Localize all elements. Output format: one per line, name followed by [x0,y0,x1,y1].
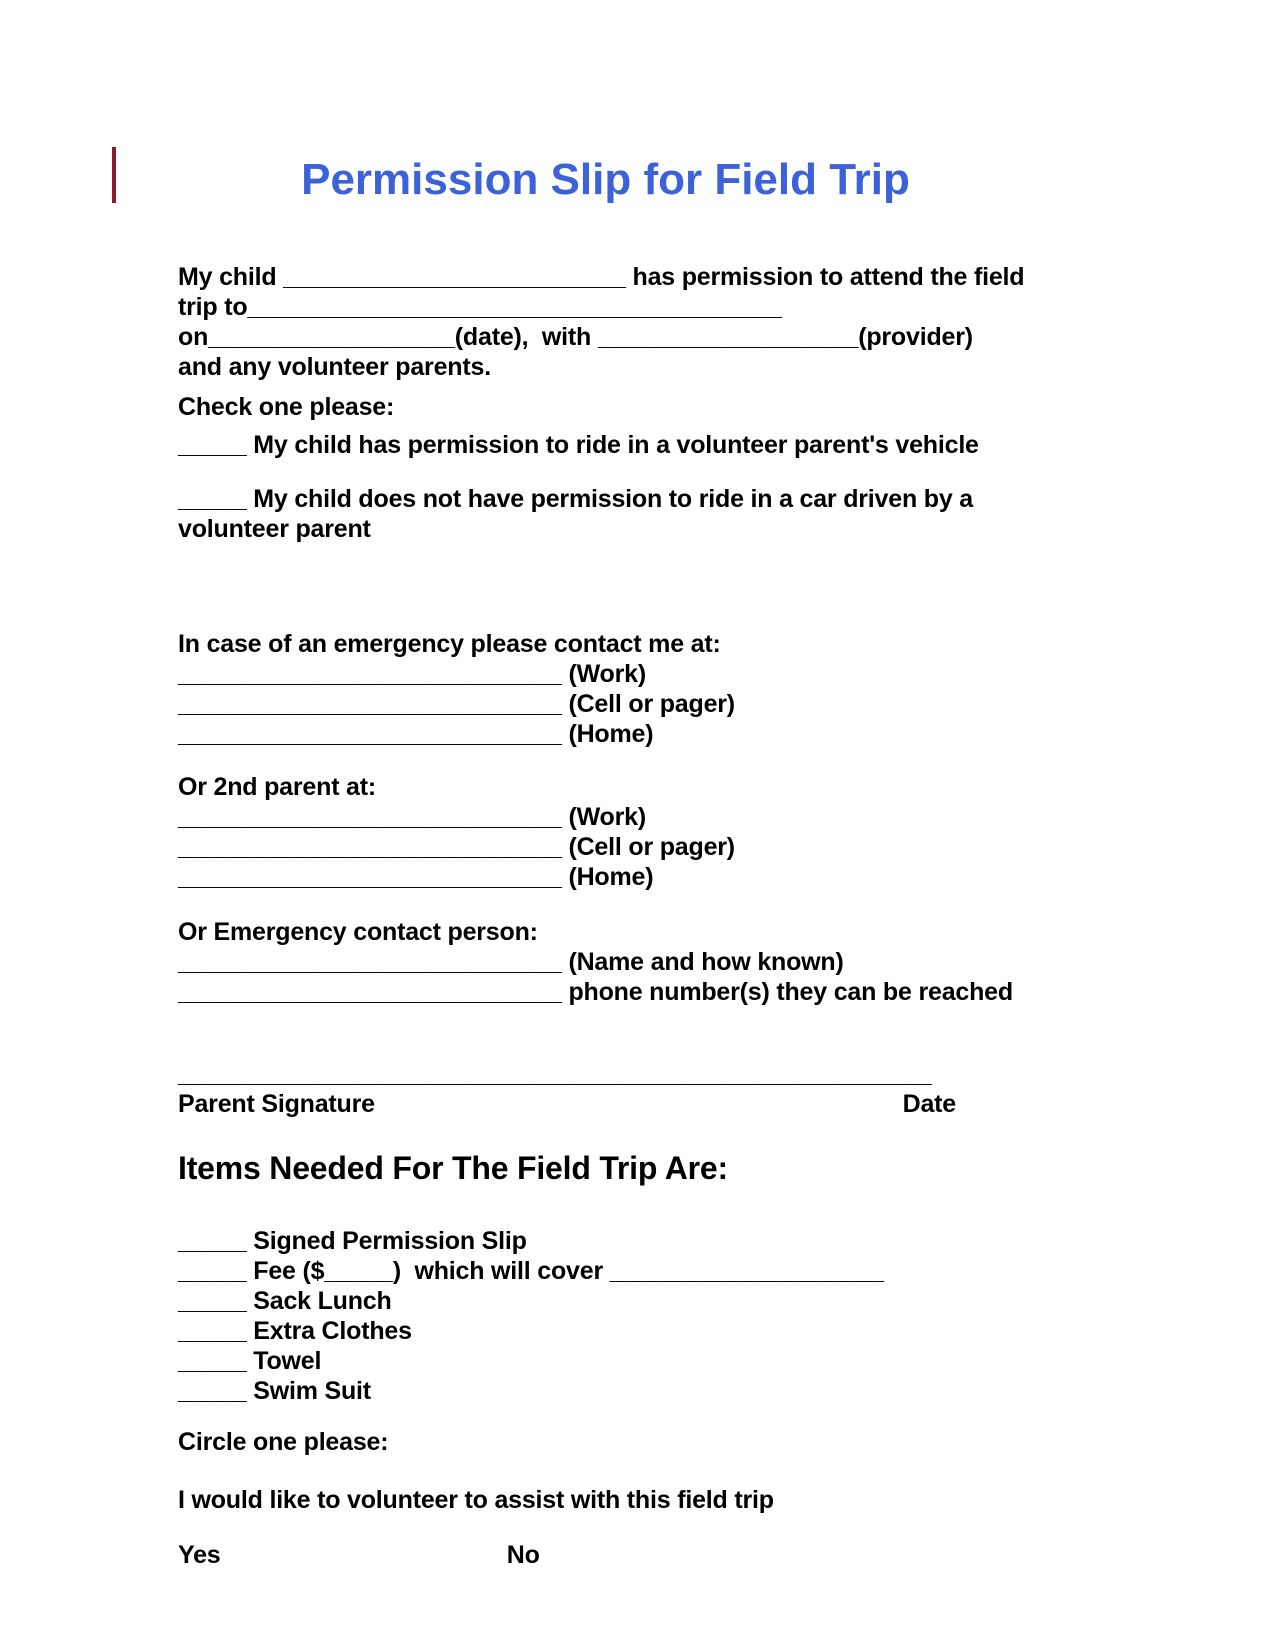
primary-contact-work-field: ____________________________ (Work) [178,660,646,688]
parent-signature-label: Parent Signature [178,1090,375,1118]
emergency-person-heading: Or Emergency contact person: [178,918,538,946]
page-title: Permission Slip for Field Trip [301,155,910,204]
emergency-person-section [178,917,1058,1007]
signature-rule: _______________________________________________________ [178,1060,932,1088]
second-parent-home-field: ____________________________ (Home) [178,863,654,891]
intro-line-date-provider: on__________________(date), with ___________________(provider) [178,323,973,351]
check-option-ride: _____ My child has permission to ride in a volunteer parent's vehicle [178,431,979,459]
yes-no-row [178,1540,1058,1570]
items-list [178,1226,1058,1406]
intro-line-volunteer-parents: and any volunteer parents. [178,353,491,381]
item-swim-suit: _____ Swim Suit [178,1377,371,1405]
item-extra-clothes: _____ Extra Clothes [178,1317,412,1345]
intro-line-trip-to: trip to_______________________________________ [178,293,782,321]
second-parent-cell-field: ____________________________ (Cell or pager) [178,833,735,861]
volunteer-statement: I would like to volunteer to assist with this field trip [178,1486,774,1514]
check-option-no-ride: _____ My child does not have permission to ride in a car driven by a volunteer parent [178,485,974,543]
no-option: No [506,1541,540,1569]
item-fee: _____ Fee ($_____) which will cover ____________________ [178,1257,884,1285]
intro-line-child-name: My child _________________________ has permission to attend the field [178,263,1025,291]
check-one-heading: Check one please: [178,393,395,421]
circle-one-heading: Circle one please: [178,1428,389,1456]
signature-section [178,1059,956,1119]
primary-contact-home-field: ____________________________ (Home) [178,720,654,748]
intro-paragraph [178,262,1058,382]
signature-labels-row [178,1089,956,1119]
yes-option: Yes [178,1541,221,1569]
second-parent-heading: Or 2nd parent at: [178,773,377,801]
emergency-person-name-field: ____________________________ (Name and how known) [178,948,844,976]
primary-contact-cell-field: ____________________________ (Cell or pager) [178,690,735,718]
item-towel: _____ Towel [178,1347,322,1375]
items-heading: Items Needed For The Field Trip Are: [178,1150,728,1186]
item-signed-permission-slip: _____ Signed Permission Slip [178,1227,527,1255]
primary-contact-section [178,629,1058,749]
primary-contact-heading: In case of an emergency please contact me at: [178,630,721,658]
emergency-person-phone-field: ____________________________ phone number(s) they can be reached [178,978,1013,1006]
item-sack-lunch: _____ Sack Lunch [178,1287,392,1315]
second-parent-section [178,772,1058,892]
second-parent-work-field: ____________________________ (Work) [178,803,646,831]
margin-accent-bar [112,147,116,203]
date-label: Date [902,1090,956,1118]
